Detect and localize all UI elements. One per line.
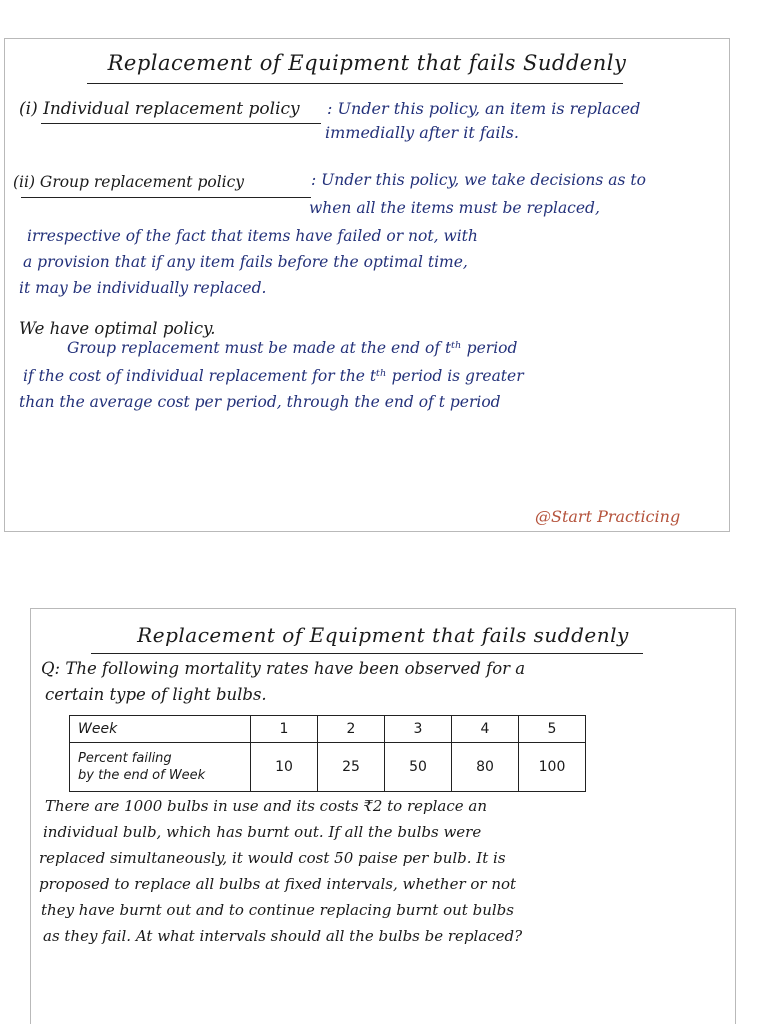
problem-line-2: individual bulb, which has burnt out. If all the bulbs were bbox=[43, 823, 482, 841]
percent-failing-label-line-2: by the end of Week bbox=[78, 768, 206, 783]
group-policy-line-2: when all the items must be replaced, bbox=[309, 199, 600, 217]
watermark: @Start Practicing bbox=[535, 507, 681, 526]
question-line-1: Q: The following mortality rates have been observed for a bbox=[41, 659, 526, 678]
problem-line-5: they have burnt out and to continue replacing burnt out bulbs bbox=[41, 901, 514, 919]
heading-underline bbox=[41, 123, 321, 124]
week-cell: 2 bbox=[318, 716, 385, 743]
heading-underline bbox=[21, 197, 311, 198]
week-cell: 5 bbox=[519, 716, 586, 743]
question-line-2: certain type of light bulbs. bbox=[45, 685, 267, 704]
problem-line-1: There are 1000 bulbs in use and its costs ₹2 to replace an bbox=[45, 797, 488, 815]
percent-cell: 10 bbox=[251, 743, 318, 792]
page-1 bbox=[4, 38, 730, 532]
table-row bbox=[70, 743, 586, 792]
problem-line-4: proposed to replace all bulbs at fixed intervals, whether or not bbox=[39, 875, 517, 893]
individual-policy-line-1: : Under this policy, an item is replaced bbox=[327, 99, 641, 118]
week-cell: 4 bbox=[452, 716, 519, 743]
optimal-policy-line-1: Group replacement must be made at the end of tᵗʰ period bbox=[67, 339, 518, 357]
group-policy-line-5: it may be individually replaced. bbox=[19, 279, 267, 297]
percent-cell: 25 bbox=[318, 743, 385, 792]
problem-line-6: as they fail. At what intervals should all the bulbs be replaced? bbox=[43, 927, 523, 945]
individual-policy-heading: (i) Individual replacement policy bbox=[19, 99, 300, 119]
week-header: Week bbox=[70, 716, 251, 743]
group-policy-line-4: a provision that if any item fails before the optimal time, bbox=[23, 253, 468, 271]
optimal-policy-line-3: than the average cost per period, through the end of t period bbox=[19, 393, 501, 411]
group-policy-line-3: irrespective of the fact that items have failed or not, with bbox=[27, 227, 478, 245]
percent-cell: 50 bbox=[385, 743, 452, 792]
group-policy-line-1: : Under this policy, we take decisions as to bbox=[311, 171, 646, 189]
problem-line-3: replaced simultaneously, it would cost 50 paise per bulb. It is bbox=[39, 849, 506, 867]
page-1-title: Replacement of Equipment that fails Suddenly bbox=[107, 51, 627, 75]
percent-failing-label-line-1: Percent failing bbox=[78, 751, 172, 766]
week-cell: 3 bbox=[385, 716, 452, 743]
table-row bbox=[70, 716, 586, 743]
week-cell: 1 bbox=[251, 716, 318, 743]
page-2-title: Replacement of Equipment that fails suddenly bbox=[137, 623, 629, 647]
title-underline bbox=[91, 653, 643, 654]
group-policy-heading: (ii) Group replacement policy bbox=[13, 173, 245, 191]
percent-cell: 80 bbox=[452, 743, 519, 792]
individual-policy-line-2: immedially after it fails. bbox=[325, 123, 519, 142]
page-2 bbox=[30, 608, 736, 1024]
title-underline bbox=[87, 83, 623, 84]
percent-cell: 100 bbox=[519, 743, 586, 792]
optimal-policy-line-2: if the cost of individual replacement for the tᵗʰ period is greater bbox=[23, 367, 524, 385]
percent-failing-header bbox=[70, 743, 251, 792]
mortality-table bbox=[69, 715, 586, 792]
optimal-policy-heading: We have optimal policy. bbox=[19, 319, 216, 338]
